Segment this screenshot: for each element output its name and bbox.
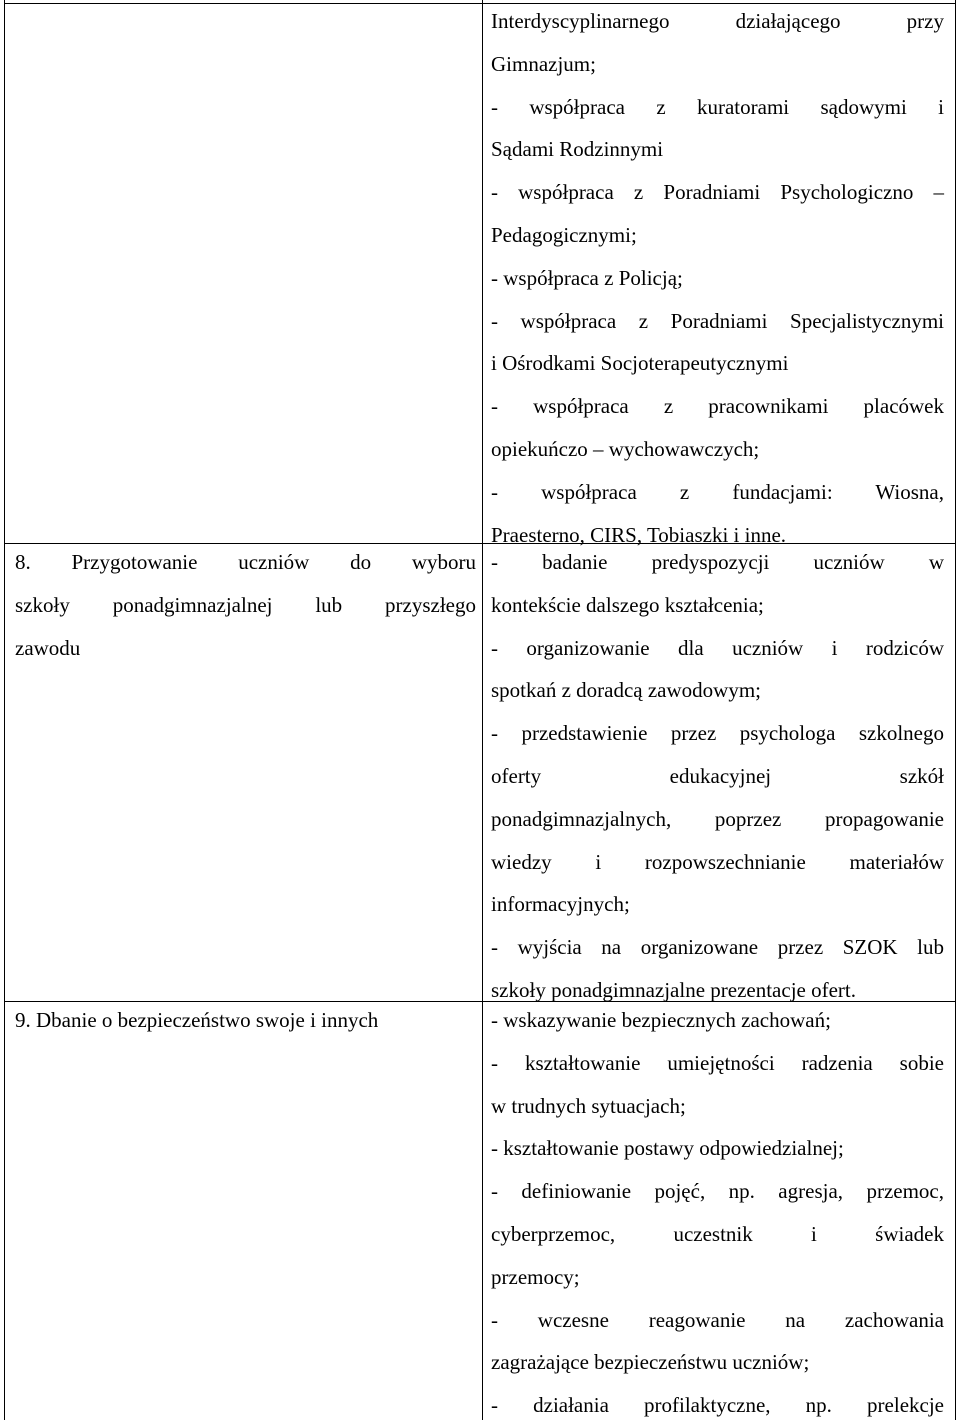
topic-line: 9. Dbanie o bezpieczeństwo swoje i innych [15, 1008, 379, 1032]
activity-line: Interdyscyplinarnego działającego przy [491, 9, 944, 33]
activity-line: ponadgimnazjalnych, poprzez propagowanie [491, 806, 944, 831]
activity-line: wiedzy i rozpowszechnianie materiałów [491, 849, 944, 874]
table-border-left [4, 0, 5, 1420]
activity-line: - kształtowanie umiejętności radzenia sobie [491, 1050, 944, 1075]
row-9-topic-cell [15, 999, 476, 1042]
activity-line: spotkań z doradcą zawodowym; [491, 678, 761, 703]
activity-line: opiekuńczo – wychowawczych; [491, 436, 760, 461]
activity-line: Sądami Rodzinnymi [491, 137, 664, 162]
activity-line: - badanie predyspozycji uczniów w [491, 550, 944, 574]
activity-line: - wczesne reagowanie na zachowania [491, 1307, 944, 1332]
activity-line: - działania profilaktyczne, np. prelekcje [491, 1393, 944, 1418]
activity-line: - współpraca z Policją; [491, 265, 683, 290]
row-8-activities-cell [491, 541, 944, 1012]
activity-line: - współpraca z Poradniami Psychologiczno – [491, 180, 944, 205]
row-1-activities-cell [491, 0, 944, 556]
activity-line: - przedstawienie przez psychologa szkolnego [491, 721, 944, 746]
activity-line: oferty edukacyjnej szkół [491, 763, 944, 788]
activity-line: i Ośrodkami Socjoterapeutycznymi [491, 351, 789, 376]
activity-line: - współpraca z fundacjami: Wiosna, [491, 479, 944, 504]
activity-line: Praesterno, CIRS, Tobiaszki i inne. [491, 522, 787, 547]
activity-line: - organizowanie dla uczniów i rodziców [491, 635, 944, 660]
activity-line: w trudnych sytuacjach; [491, 1093, 686, 1118]
topic-line: 8. Przygotowanie uczniów do wyboru [15, 550, 476, 574]
activity-line: - współpraca z kuratorami sądowymi i [491, 94, 944, 119]
topic-line: zawodu [15, 635, 81, 660]
row-9-activities-cell [491, 999, 944, 1427]
row-8-topic-cell [15, 541, 476, 669]
table-border-right [955, 0, 956, 1420]
activity-line: - definiowanie pojęć, np. agresja, przemoc, [491, 1179, 944, 1204]
activity-line: informacyjnych; [491, 892, 630, 917]
activity-line: przemocy; [491, 1264, 580, 1289]
table-column-divider [482, 0, 483, 1420]
activity-line: Pedagogicznymi; [491, 222, 637, 247]
activity-line: - współpraca z Poradniami Specjalistycznymi [491, 308, 944, 333]
activity-line: zagrażające bezpieczeństwu uczniów; [491, 1350, 810, 1375]
activity-line: - wyjścia na organizowane przez SZOK lub [491, 935, 944, 960]
activity-line: Gimnazjum; [491, 51, 596, 76]
activity-line: - współpraca z pracownikami placówek [491, 394, 944, 419]
activity-line: - wskazywanie bezpiecznych zachowań; [491, 1008, 831, 1032]
activity-line: kontekście dalszego kształcenia; [491, 592, 764, 617]
activity-line: cyberprzemoc, uczestnik i świadek [491, 1221, 944, 1246]
activity-line: szkoły ponadgimnazjalne prezentacje ofert. [491, 977, 856, 1002]
topic-line: szkoły ponadgimnazjalnej lub przyszłego [15, 592, 476, 617]
activity-line: - kształtowanie postawy odpowiedzialnej; [491, 1136, 844, 1161]
